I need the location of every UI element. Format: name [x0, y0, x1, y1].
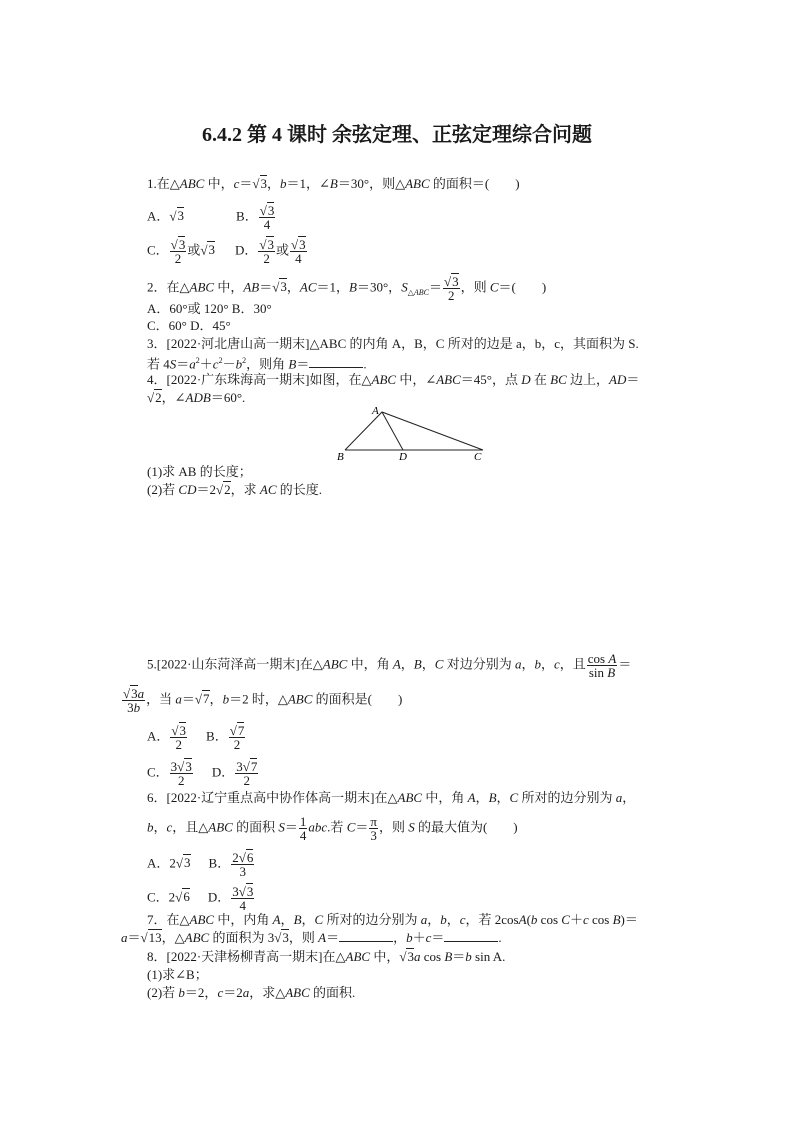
question-7: 7．在△ABC 中，内角 A，B，C 所对的边分别为 a，b，c，若 2cosA(b cos C＋c cos B)＝	[147, 912, 638, 927]
question-4-line2: √2，∠ADB＝60°.	[147, 390, 246, 405]
q1-options-ab: A．√3 B． $\frac{√3}{4}$	[147, 203, 275, 232]
question-4: 4．[2022·广东珠海高一期末]如图，在△ABC 中，∠ABC＝45°，点 D 在 BC 边上，AD＝	[147, 372, 640, 387]
q2-options-ab: A．60°或 120° B．30°	[147, 301, 272, 316]
triangle-figure	[330, 402, 495, 464]
q6-options-cd: C．2√6 D． $\frac{3√3}{4}$	[147, 884, 254, 913]
question-5: 5.[2022·山东菏泽高一期末]在△ABC 中，角 A，B，C 对边分别为 a，b，c，且 $\frac{\text{cos A}}{\text{sin B}}$ ＝	[147, 651, 632, 680]
q2-options-cd: C．60° D．45°	[147, 318, 231, 333]
question-4-part1: (1)求 AB 的长度；	[147, 464, 252, 479]
q5-options-ab: A． $\frac{√3}{2}$ B． $\frac{√7}{2}$	[147, 723, 245, 752]
q5-options-cd: C． $\frac{3√3}{2}$ D． $\frac{3√7}{2}$	[147, 759, 258, 788]
q1-options-cd: C． $\frac{√3}{2}$ 或√3 D． $\frac{√3}{2}$ 或 $\frac{√3}{4}$	[147, 237, 306, 266]
question-8: 8．[2022·天津杨柳青高一期末]在△ABC 中，√3a cos B＝b sin A.	[147, 949, 506, 964]
question-8-part2: (2)若 b＝2，c＝2a，求△ABC 的面积.	[147, 985, 356, 1000]
question-1: 1.在△ABC 中，c＝√3，b＝1，∠B＝30°，则△ABC 的面积＝( )	[147, 176, 520, 191]
question-5-line2: $\frac{√3a}{3b}$ ，当 a＝√7，b＝2 时，△ABC 的面积是( )	[123, 686, 403, 715]
question-3: 3．[2022·河北唐山高一期末]△ABC 的内角 A，B，C 所对的边是 a，b，c，其面积为 S.	[147, 336, 639, 351]
label-a: A	[372, 405, 379, 417]
question-3-line2: 若 $4S=a^2+c^2-b^2$，则角 B＝ .	[147, 356, 367, 372]
question-6: 6．[2022·辽宁重点高中协作体高一期末]在△ABC 中，角 A，B，C 所对的边分别为 a，	[147, 790, 636, 805]
label-b: B	[337, 451, 344, 463]
question-8-part1: (1)求∠B；	[147, 967, 208, 982]
label-d: D	[399, 451, 407, 463]
question-4-part2: (2)若 CD＝2√2，求 AC 的长度.	[147, 482, 323, 497]
label-c: C	[474, 451, 482, 463]
question-6-line2: b，c，且△ABC 的面积 S＝ $\frac{1}{4}$ abc.若 C＝ $\frac{\pi}{3}$ ，则 S 的最大值为( )	[147, 814, 518, 843]
question-7-line2: a＝√13，△ABC 的面积为 3√3，则 A＝ ，b＋c＝ .	[121, 930, 502, 945]
q6-options-ab: A．2√3 B． $\frac{2√6}{3}$	[147, 850, 254, 879]
page-title: 6.4.2 第 4 课时 余弦定理、正弦定理综合问题	[202, 124, 592, 146]
question-2: 2．在△ABC 中，AB＝√3，AC＝1，B＝30°，$S_{\triangle ABC}=$ $\frac{√3}{2}$ ，则 C＝( )	[147, 274, 547, 303]
